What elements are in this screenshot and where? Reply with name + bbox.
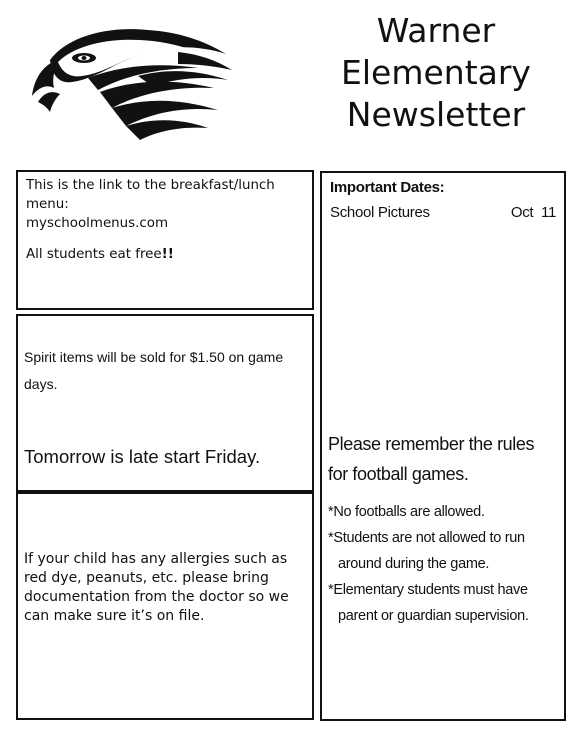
rule-item: *No footballs are allowed. [328,504,485,520]
rule-item: *Students are not allowed to run around during the game. [328,530,525,572]
title-line-3: Newsletter [346,95,526,134]
late-start-text: Tomorrow is late start Friday. [24,446,261,467]
menu-intro-text: This is the link to the breakfast/lunch menu: [26,178,275,212]
important-dates-box [320,171,566,721]
spirit-items-text: Spirit items will be sold for $1.50 on game days. [24,349,284,392]
menu-link[interactable]: myschoolmenus.com [26,216,168,231]
rules-list [328,499,564,629]
title-line-2: Elementary [341,53,531,92]
event-name: School Pictures [330,204,430,221]
event-date: Oct 11 [510,204,556,221]
newsletter-title [318,10,554,136]
allergy-box [16,492,314,720]
important-dates-heading: Important Dates: [330,179,445,196]
event-row [330,204,556,221]
menu-box [16,170,314,310]
allergy-text: If your child has any allergies such as red dye, peanuts, etc. please bring documentation from the doctor so we can make sure it’s on file. [24,551,289,624]
eagle-logo-icon [28,18,236,140]
rule-item: *Elementary students must have parent or guardian supervision. [328,582,529,624]
free-meals-text: All students eat free!! [26,247,174,262]
spirit-box [16,314,314,492]
title-line-1: Warner [376,11,496,50]
rules-intro-text: Please remember the rules for football games. [328,434,535,484]
